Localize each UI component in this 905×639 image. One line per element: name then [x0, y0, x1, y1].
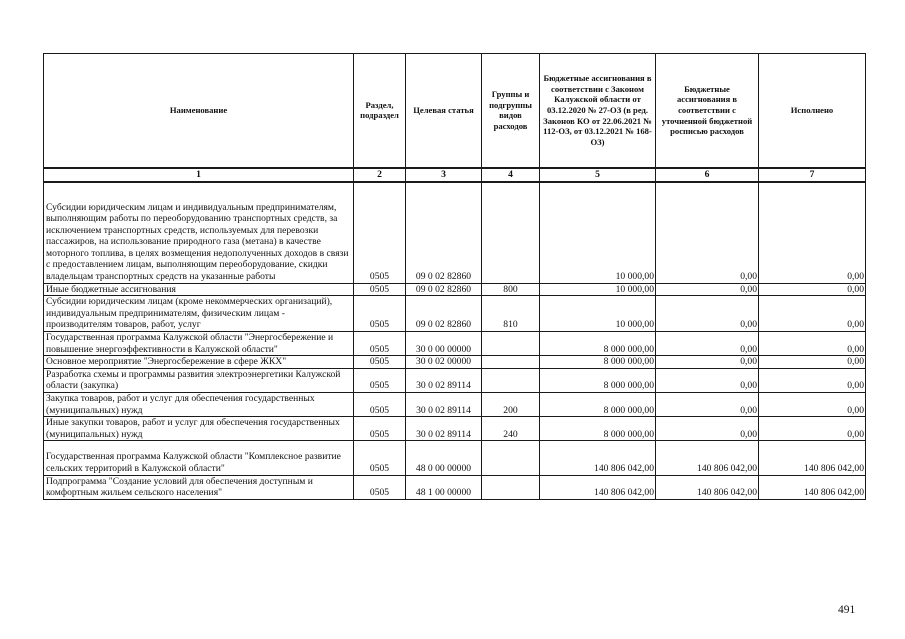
row-executed-amount: 0,00	[759, 393, 866, 417]
header-appropriations-refined: Бюджетные ассигнования в соответствии с уточненной бюджетной росписью расходов	[656, 54, 759, 168]
row-refined-amount: 0,00	[656, 368, 759, 392]
row-group	[482, 332, 540, 356]
table-row	[44, 417, 866, 441]
row-section: 0505	[354, 332, 406, 356]
row-refined-amount: 140 806 042,00	[656, 475, 759, 499]
table-row	[44, 182, 866, 284]
column-number: 7	[759, 168, 866, 182]
row-law-amount: 8 000 000,00	[540, 393, 656, 417]
table-row	[44, 283, 866, 296]
row-executed-amount: 0,00	[759, 368, 866, 392]
row-section: 0505	[354, 441, 406, 475]
row-refined-amount: 140 806 042,00	[656, 441, 759, 475]
row-section: 0505	[354, 417, 406, 441]
row-law-amount: 10 000,00	[540, 182, 656, 284]
row-name: Разработка схемы и программы развития электроэнергетики Калужской области (закупка)	[44, 368, 354, 392]
row-section: 0505	[354, 182, 406, 284]
row-target: 48 1 00 00000	[406, 475, 482, 499]
page-number: 491	[838, 604, 856, 616]
row-section: 0505	[354, 296, 406, 332]
header-executed: Исполнено	[759, 54, 866, 168]
column-number: 6	[656, 168, 759, 182]
header-target: Целевая статья	[406, 54, 482, 168]
row-target: 30 0 02 89114	[406, 368, 482, 392]
row-target: 48 0 00 00000	[406, 441, 482, 475]
row-section: 0505	[354, 356, 406, 369]
header-row	[44, 54, 866, 168]
row-law-amount: 8 000 000,00	[540, 356, 656, 369]
header-appropriations-law: Бюджетные ассигнования в соответствии с Законом Калужской области от 03.12.2020 № 27-ОЗ (в ред. Законов КО от 22.06.2021 № 112-ОЗ, от 03.12.2021 № 168-ОЗ)	[540, 54, 656, 168]
row-group: 200	[482, 393, 540, 417]
row-target: 09 0 02 82860	[406, 296, 482, 332]
row-name: Государственная программа Калужской области "Энергосбережение и повышение энергоэффективности в Калужской области"	[44, 332, 354, 356]
row-target: 30 0 02 89114	[406, 393, 482, 417]
column-number: 4	[482, 168, 540, 182]
row-name: Основное мероприятие "Энергосбережение в сфере ЖКХ"	[44, 356, 354, 369]
table-row	[44, 332, 866, 356]
row-target: 09 0 02 82860	[406, 283, 482, 296]
row-name: Иные закупки товаров, работ и услуг для обеспечения государственных (муниципальных) нужд	[44, 417, 354, 441]
row-executed-amount: 140 806 042,00	[759, 441, 866, 475]
row-law-amount: 10 000,00	[540, 283, 656, 296]
table-row	[44, 441, 866, 475]
row-law-amount: 10 000,00	[540, 296, 656, 332]
table-row	[44, 356, 866, 369]
row-executed-amount: 0,00	[759, 332, 866, 356]
row-refined-amount: 0,00	[656, 393, 759, 417]
row-law-amount: 140 806 042,00	[540, 475, 656, 499]
row-group: 810	[482, 296, 540, 332]
row-group	[482, 368, 540, 392]
row-refined-amount: 0,00	[656, 417, 759, 441]
table-row	[44, 475, 866, 499]
row-group	[482, 182, 540, 284]
row-refined-amount: 0,00	[656, 332, 759, 356]
column-number: 5	[540, 168, 656, 182]
row-group: 800	[482, 283, 540, 296]
row-section: 0505	[354, 475, 406, 499]
row-executed-amount: 0,00	[759, 182, 866, 284]
column-number-row	[44, 168, 866, 182]
row-refined-amount: 0,00	[656, 283, 759, 296]
table-row	[44, 393, 866, 417]
row-refined-amount: 0,00	[656, 356, 759, 369]
row-group	[482, 356, 540, 369]
row-executed-amount: 0,00	[759, 283, 866, 296]
row-target: 09 0 02 82860	[406, 182, 482, 284]
budget-document-page	[43, 53, 865, 500]
row-executed-amount: 140 806 042,00	[759, 475, 866, 499]
header-section: Раздел, подраздел	[354, 54, 406, 168]
column-number: 3	[406, 168, 482, 182]
row-name: Закупка товаров, работ и услуг для обеспечения государственных (муниципальных) нужд	[44, 393, 354, 417]
row-executed-amount: 0,00	[759, 296, 866, 332]
row-name: Подпрограмма "Создание условий для обеспечения доступным и комфортным жильем сельского населения"	[44, 475, 354, 499]
column-number: 2	[354, 168, 406, 182]
row-law-amount: 8 000 000,00	[540, 368, 656, 392]
row-group	[482, 441, 540, 475]
row-law-amount: 140 806 042,00	[540, 441, 656, 475]
table-row	[44, 368, 866, 392]
row-group	[482, 475, 540, 499]
row-section: 0505	[354, 393, 406, 417]
table-row	[44, 296, 866, 332]
row-law-amount: 8 000 000,00	[540, 332, 656, 356]
row-name: Иные бюджетные ассигнования	[44, 283, 354, 296]
row-law-amount: 8 000 000,00	[540, 417, 656, 441]
row-target: 30 0 00 00000	[406, 332, 482, 356]
row-target: 30 0 02 89114	[406, 417, 482, 441]
row-group: 240	[482, 417, 540, 441]
column-number: 1	[44, 168, 354, 182]
row-section: 0505	[354, 283, 406, 296]
row-name: Субсидии юридическим лицам и индивидуальным предпринимателям, выполняющим работы по переоборудованию транспортных средств, за исключением транспортных средств, используемых для перевозки пассажиров, на использование природного газа (метана) в качестве моторного топлива, в целях возмещения недополученных доходов в связи с предоставлением лицам, выполняющим переоборудование, скидки владельцам транспортных средств на указанные работы	[44, 182, 354, 284]
row-section: 0505	[354, 368, 406, 392]
row-name: Государственная программа Калужской области "Комплексное развитие сельских территорий в Калужской области"	[44, 441, 354, 475]
header-groups: Группы и подгруппы видов расходов	[482, 54, 540, 168]
row-target: 30 0 02 00000	[406, 356, 482, 369]
budget-table	[43, 53, 866, 500]
row-refined-amount: 0,00	[656, 296, 759, 332]
header-name: Наименование	[44, 54, 354, 168]
row-name: Субсидии юридическим лицам (кроме некоммерческих организаций), индивидуальным предпринимателям, физическим лицам - производителям товаров, работ, услуг	[44, 296, 354, 332]
row-executed-amount: 0,00	[759, 417, 866, 441]
row-refined-amount: 0,00	[656, 182, 759, 284]
row-executed-amount: 0,00	[759, 356, 866, 369]
